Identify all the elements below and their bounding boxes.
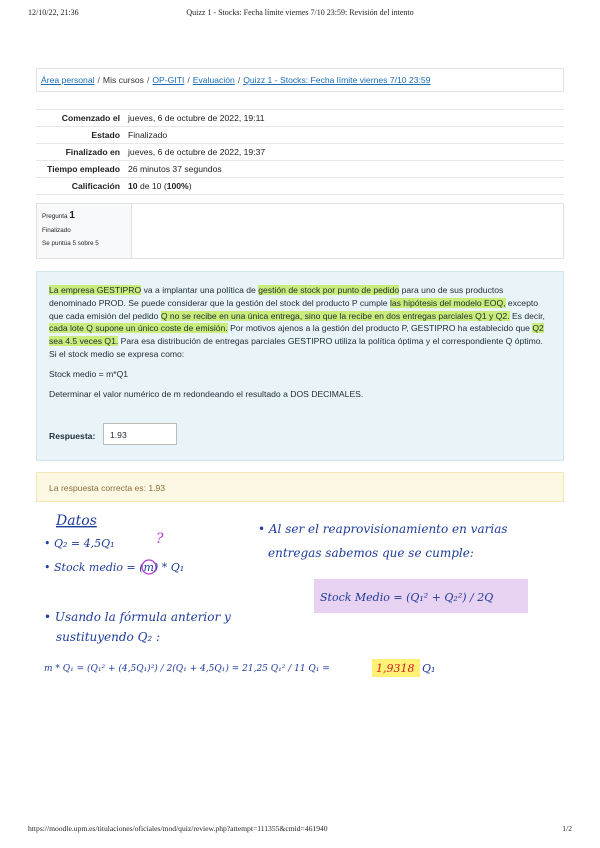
breadcrumb-item-mis-cursos: Mis cursos <box>102 75 144 85</box>
summary-value: jueves, 6 de octubre de 2022, 19:37 <box>124 144 564 161</box>
notes-line: entregas sabemos que se cumple: <box>268 546 474 560</box>
result-value: 1,9318 <box>376 662 415 675</box>
highlight: las hipótesis del modelo EOQ, <box>389 297 506 308</box>
grade-score: 10 <box>128 181 138 191</box>
summary-value: Finalizado <box>124 127 564 144</box>
grade-end: ) <box>188 181 192 191</box>
print-header <box>28 8 572 22</box>
breadcrumb-separator: / <box>97 75 100 85</box>
result-suffix: Q₁ <box>422 662 436 675</box>
notes-line: • Al ser el reaprovisionamiento en varias <box>258 522 508 536</box>
highlight: Q no se recibe en una única entrega, sino que la recibe en dos entregas parciales Q1 y Q2. <box>160 310 510 321</box>
table-row <box>36 161 564 178</box>
notes-line: • Stock medio = (m) * Q₁ <box>44 561 185 574</box>
question-number-value: 1 <box>69 210 75 221</box>
table-row <box>36 110 564 127</box>
highlight: La empresa GESTIPRO <box>49 285 142 295</box>
summary-value <box>124 178 564 195</box>
text-span: para uno de sus productos denominado PROD. Se puede considerar que la gestión del stock del producto P cumple <box>49 285 504 308</box>
summary-label: Finalizado en <box>36 144 124 161</box>
page-number: 1/2 <box>562 824 572 833</box>
breadcrumb-separator: / <box>146 75 150 85</box>
page-url: https://moodle.upm.es/titulaciones/oficiales/mod/quiz/review.php?attempt=111355&cmid=461940 <box>28 824 328 833</box>
grade-rest: de 10 ( <box>137 181 167 191</box>
question-mark: ? <box>156 531 164 547</box>
table-row <box>36 178 564 195</box>
breadcrumb <box>36 68 564 92</box>
equation: m * Q₁ = (Q₁² + (4,5Q₁)²) / 2(Q₁ + 4,5Q₁) = 21,25 Q₁² / 11 Q₁ = <box>44 664 330 674</box>
print-title: Quizz 1 - Stocks: Fecha límite viernes 7/10 23:59: Revisión del intento <box>186 8 414 17</box>
question-formulation <box>36 271 564 461</box>
correct-answer-feedback: La respuesta correcta es: 1.93 <box>36 472 564 502</box>
summary-value: jueves, 6 de octubre de 2022, 19:11 <box>124 110 564 127</box>
question-label: Pregunta <box>42 213 68 220</box>
table-row <box>36 127 564 144</box>
print-date: 12/10/22, 21:36 <box>28 8 79 17</box>
summary-label: Comenzado el <box>36 110 124 127</box>
question-number <box>42 210 126 221</box>
summary-label: Estado <box>36 127 124 144</box>
breadcrumb-separator: / <box>237 75 241 85</box>
formula-text: Stock Medio = (Q₁² + Q₂²) / 2Q <box>320 591 494 604</box>
notes-line: • Q₂ = 4,5Q₁ <box>44 537 115 550</box>
answer-input[interactable]: 1.93 <box>103 423 177 445</box>
handwritten-solution <box>36 505 564 705</box>
question-grade: Se puntúa 5 sobre 5 <box>42 240 99 247</box>
question-formula: Stock medio = m*Q1 <box>49 368 129 379</box>
highlight: cada lote Q supone un único coste de emisión. <box>49 323 228 334</box>
notes-line: sustituyendo Q₂ : <box>56 630 161 644</box>
question-state: Finalizado <box>42 227 71 234</box>
breadcrumb-separator: / <box>187 75 190 85</box>
notes-line: • Usando la fórmula anterior y <box>44 610 231 624</box>
table-row <box>36 144 564 161</box>
highlight: gestión de stock por punto de pedido <box>258 285 400 295</box>
highlight: Q2 sea 4.5 veces Q1. <box>49 323 544 347</box>
notes-title: Datos <box>56 513 97 529</box>
text-span: excepto que cada emisión del pedido <box>49 297 539 321</box>
breadcrumb-link-evaluacion[interactable]: Evaluación <box>192 75 235 85</box>
grade-percent: 100% <box>166 181 189 191</box>
breadcrumb-link-course[interactable]: OP-GITI <box>152 75 185 85</box>
summary-label: Tiempo empleado <box>36 161 124 178</box>
text-span: Por motivos ajenos a la gestión del producto P, GESTIPRO ha establecido que <box>227 323 533 334</box>
answer-label: Respuesta: <box>49 431 96 441</box>
breadcrumb-link-area-personal[interactable]: Área personal <box>41 75 95 85</box>
breadcrumb-link-quiz[interactable]: Quizz 1 - Stocks: Fecha límite viernes 7/10 23:59 <box>243 75 431 85</box>
question-paragraph <box>49 284 551 361</box>
attempt-summary-table <box>36 109 564 195</box>
text-span: va a implantar una política de <box>141 285 259 295</box>
print-footer <box>28 824 572 836</box>
summary-label: Calificación <box>36 178 124 195</box>
text-span: Para esa distribución de entregas parciales GESTIPRO utiliza la política óptima y el correspondiente Q óptimo. Si el stock medio se expresa como: <box>49 336 543 359</box>
text-span: Es decir, <box>509 310 545 321</box>
question-info <box>36 203 132 259</box>
question-instruction: Determinar el valor numérico de m redondeando el resultado a DOS DECIMALES. <box>49 388 364 399</box>
summary-value: 26 minutos 37 segundos <box>124 161 564 178</box>
